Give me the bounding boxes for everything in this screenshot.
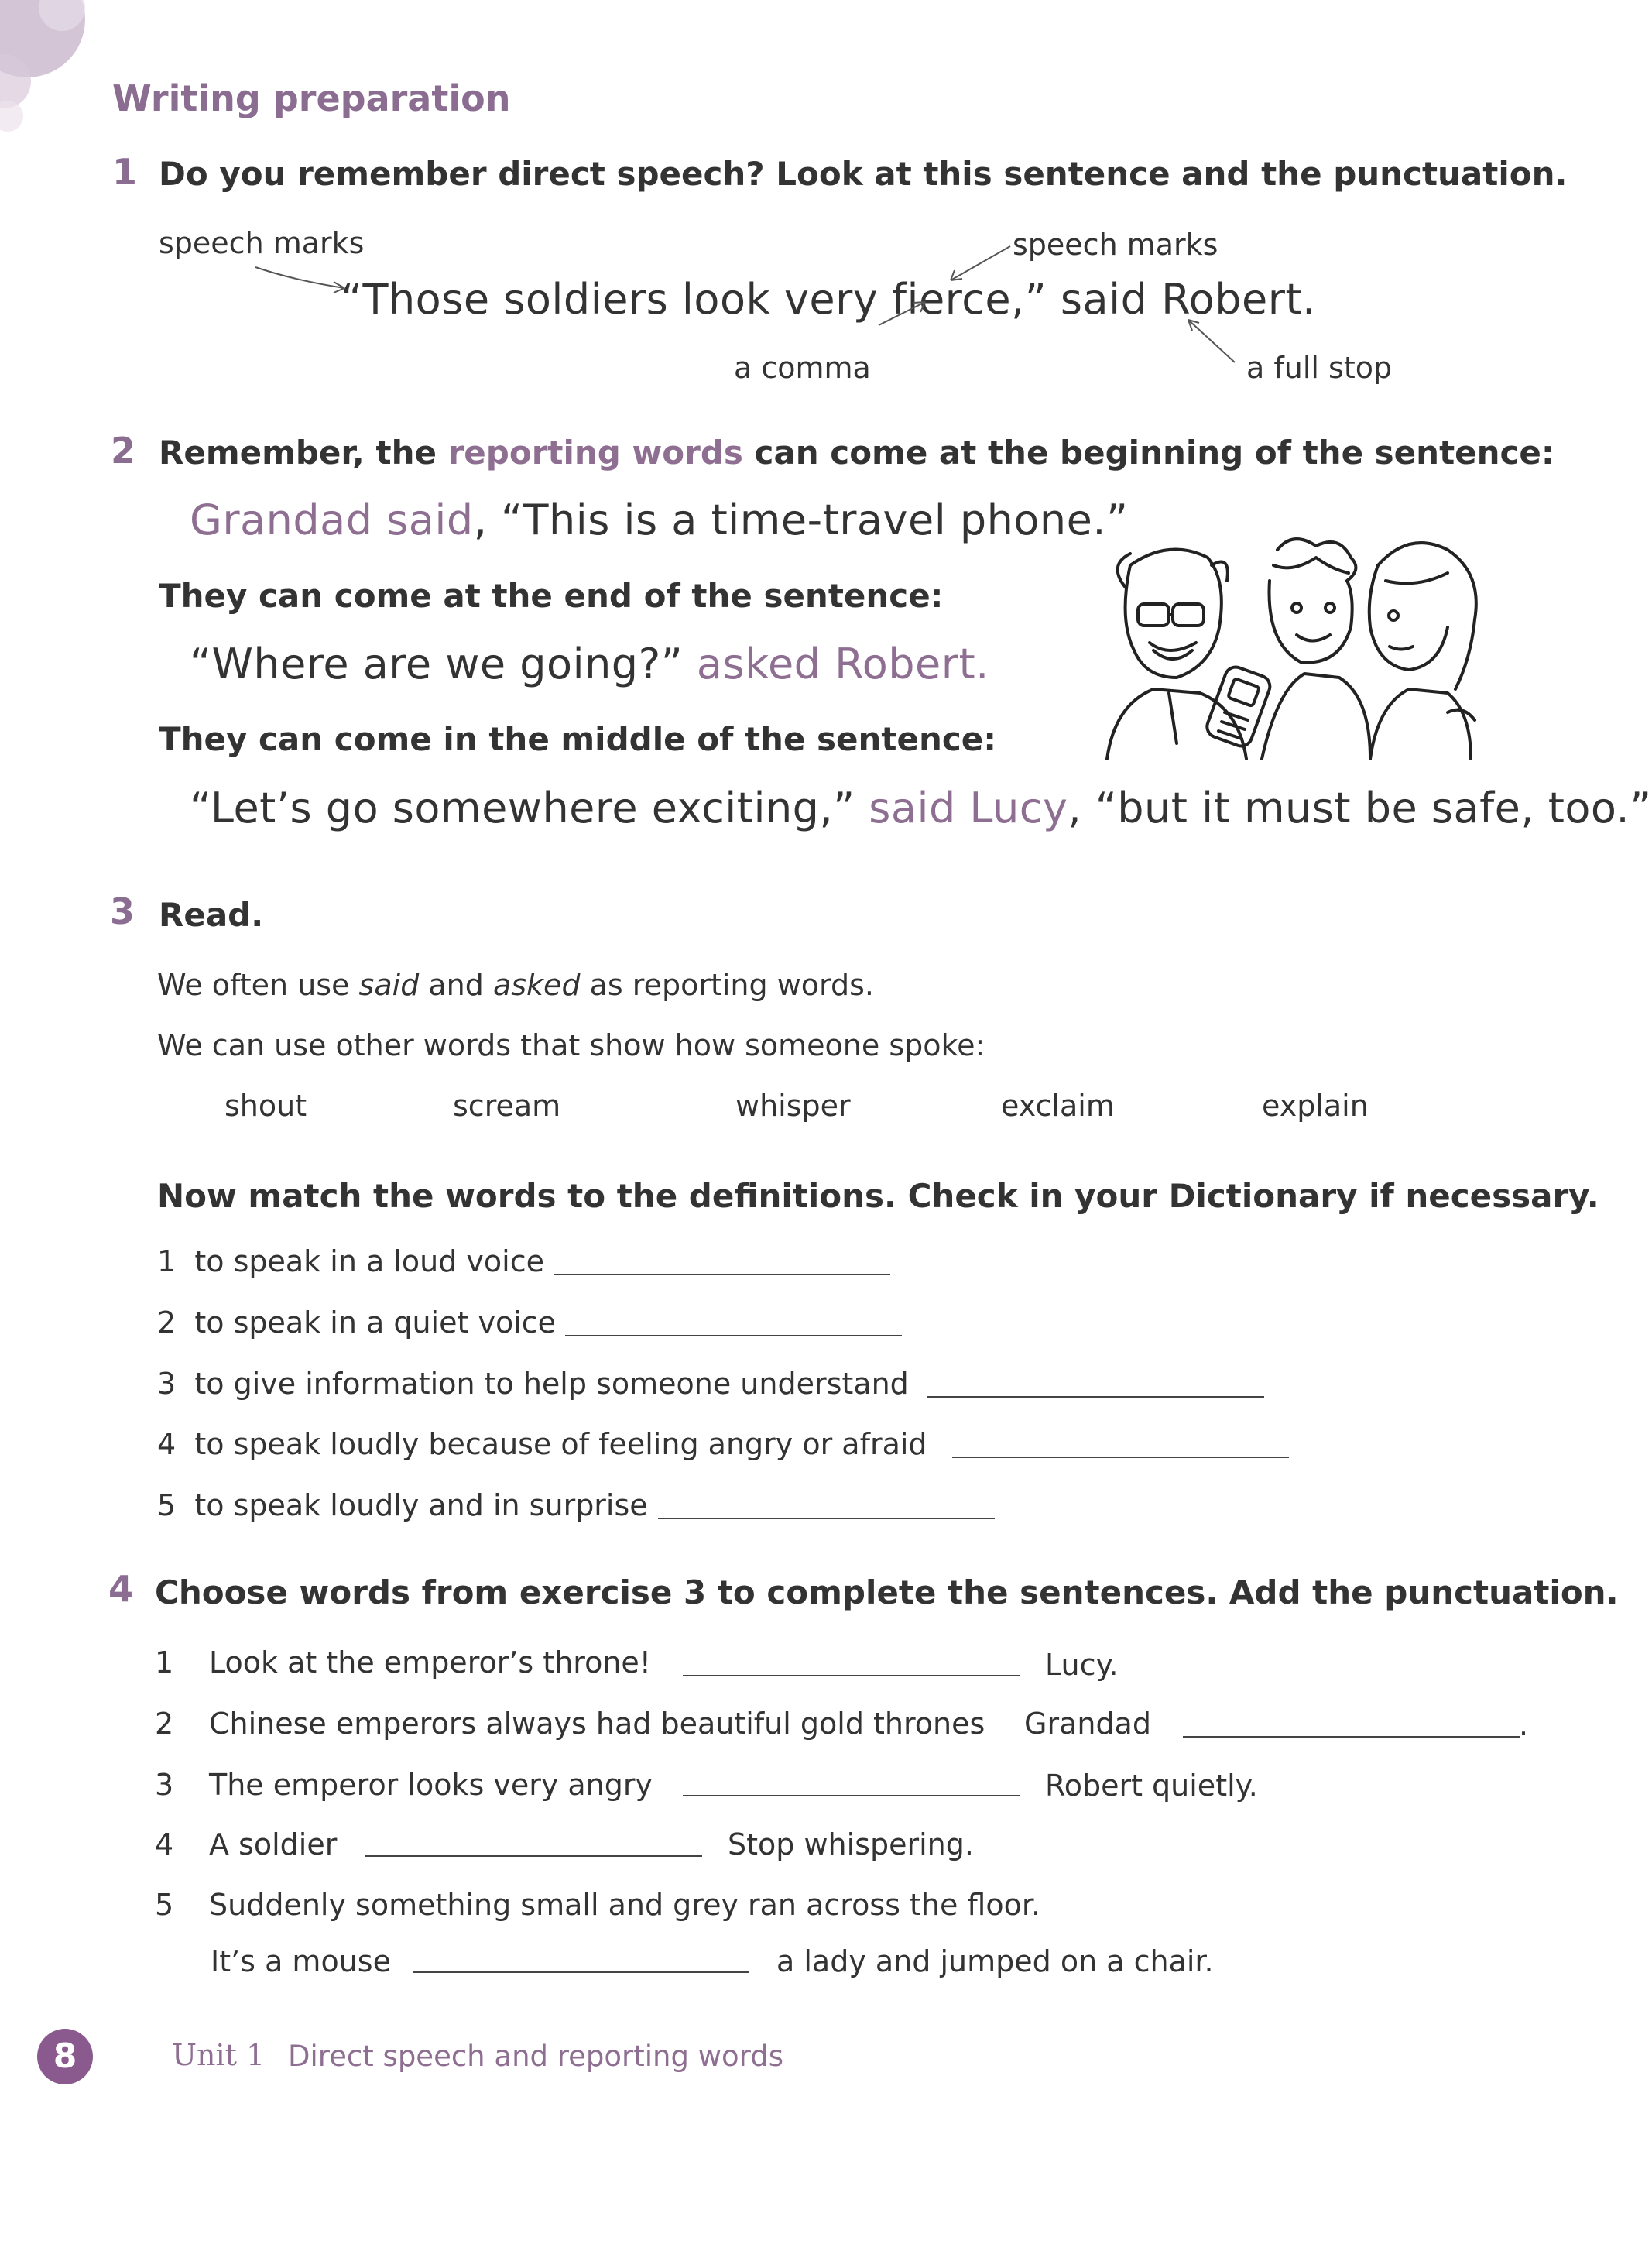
ex4-item-3-number: 3: [155, 1768, 174, 1802]
label-speech-marks-right: speech marks: [1013, 228, 1218, 262]
speech-text: “Let’s go somewhere exciting,”: [190, 784, 869, 832]
definition-2: [157, 1306, 556, 1340]
definition-text: to speak in a loud voice: [194, 1244, 544, 1278]
ex4-answer-line-1[interactable]: [683, 1675, 1020, 1676]
example-report: said Robert.: [1047, 275, 1316, 324]
arrow-full-stop: [1188, 320, 1235, 362]
example-beginning: [190, 496, 1129, 544]
section-title: Writing preparation: [112, 77, 511, 119]
exercise-3-text2: We can use other words that show how someone spoke:: [157, 1028, 985, 1062]
text: as reporting words.: [580, 968, 874, 1002]
reporting-clause: Grandad said: [190, 496, 474, 544]
annotation-arrows: [0, 0, 1585, 465]
exercise-3-number: 3: [110, 890, 135, 932]
ex4-item-3-after: Robert quietly.: [1045, 1769, 1258, 1803]
ex4-item-5-text-b: It’s a mouse: [211, 1944, 391, 1978]
word-whisper: whisper: [735, 1089, 851, 1123]
word-said: said: [358, 968, 420, 1002]
grandad-figure: [1107, 550, 1246, 759]
ex4-item-4-text: A soldier: [209, 1827, 338, 1861]
exercise-2-instruction: [159, 434, 1554, 472]
ex4-item-2-text: Chinese emperors always had beautiful gold thrones: [209, 1707, 985, 1741]
definition-5: [157, 1488, 648, 1522]
word-shout: shout: [224, 1089, 307, 1123]
text: and: [419, 968, 493, 1002]
match-instruction: Now match the words to the definitions. Check in your Dictionary if necessary.: [157, 1177, 1599, 1215]
item-number: 1: [157, 1244, 177, 1278]
definition-text: to speak in a quiet voice: [194, 1306, 557, 1340]
ex4-item-5-text: Suddenly something small and grey ran across the floor.: [209, 1888, 1041, 1922]
ex4-answer-line-3[interactable]: [683, 1795, 1020, 1796]
label-full-stop: a full stop: [1246, 351, 1393, 385]
footer-unit-title: Direct speech and reporting words: [288, 2040, 783, 2073]
phone-figure: [1204, 664, 1273, 750]
arrow-speech-marks-left: [255, 267, 344, 288]
lucy-figure: [1369, 543, 1476, 759]
reporting-words-highlight: reporting words: [447, 434, 743, 472]
ex4-item-2-end: .: [1519, 1708, 1529, 1742]
ex4-item-5-number: 5: [155, 1888, 174, 1922]
exercise-2-number: 2: [111, 430, 136, 472]
ex4-item-4-after: Stop whispering.: [728, 1827, 974, 1861]
speech-text: , “but it must be safe, too.”: [1068, 784, 1652, 832]
definition-text: to speak loudly and in surprise: [194, 1488, 648, 1522]
ex4-item-1-number: 1: [155, 1645, 174, 1680]
answer-line-2[interactable]: [565, 1335, 902, 1336]
ex4-answer-line-4[interactable]: [365, 1855, 702, 1857]
definition-3: [157, 1367, 909, 1401]
word-explain: explain: [1262, 1089, 1369, 1123]
definition-4: [157, 1427, 927, 1461]
footer-unit: Unit 1: [172, 2038, 266, 2072]
ex4-answer-line-5[interactable]: [413, 1971, 749, 1973]
item-number: 5: [157, 1488, 177, 1522]
exercise-3-text1: [157, 968, 874, 1002]
word-scream: scream: [453, 1089, 561, 1123]
robert-figure: [1262, 539, 1370, 759]
example-speech: “Those soldiers look very fierce,”: [341, 275, 1047, 324]
ex4-answer-line-2[interactable]: [1183, 1736, 1520, 1738]
label-speech-marks-left: speech marks: [159, 226, 365, 260]
item-number: 2: [157, 1306, 177, 1340]
speech-text: , “This is a time-travel phone.”: [473, 496, 1129, 544]
answer-line-3[interactable]: [927, 1396, 1264, 1398]
arrow-speech-marks-right: [951, 246, 1010, 280]
reporting-clause: said Lucy: [869, 784, 1068, 832]
answer-line-4[interactable]: [952, 1457, 1289, 1458]
text: We often use: [157, 968, 359, 1002]
item-number: 3: [157, 1367, 177, 1401]
definition-text: to give information to help someone understand: [194, 1367, 909, 1401]
answer-line-5[interactable]: [658, 1518, 995, 1519]
exercise-4-instruction: Choose words from exercise 3 to complete the sentences. Add the punctuation.: [155, 1573, 1619, 1611]
definition-text: to speak loudly because of feeling angry or afraid: [194, 1427, 927, 1461]
exercise-4-number: 4: [108, 1568, 134, 1610]
ex4-item-5-after: a lady and jumped on a chair.: [776, 1944, 1214, 1978]
instruction-text: can come at the beginning of the sentence:: [742, 434, 1554, 472]
page-number-badge: 8: [37, 2029, 93, 2084]
characters-illustration: [1084, 534, 1486, 759]
ex4-item-1-after: Lucy.: [1045, 1648, 1119, 1682]
reporting-clause: asked Robert.: [696, 640, 989, 688]
ex4-item-3-text: The emperor looks very angry: [209, 1768, 653, 1802]
exercise-1-number: 1: [112, 151, 138, 193]
word-exclaim: exclaim: [1001, 1089, 1115, 1123]
definition-1: [157, 1244, 544, 1278]
ex4-item-2-after: Grandad: [1024, 1707, 1151, 1741]
word-asked: asked: [492, 968, 581, 1002]
end-heading: They can come at the end of the sentence:: [159, 577, 944, 615]
ex4-item-2-number: 2: [155, 1707, 174, 1741]
example-end: [190, 640, 989, 688]
ex4-item-4-number: 4: [155, 1827, 174, 1861]
answer-line-1[interactable]: [554, 1274, 890, 1275]
arrow-comma: [879, 302, 925, 325]
speech-text: “Where are we going?”: [190, 640, 697, 688]
item-number: 4: [157, 1427, 177, 1461]
instruction-text: Remember, the: [159, 434, 448, 472]
exercise-1-instruction: Do you remember direct speech? Look at this sentence and the punctuation.: [159, 155, 1568, 193]
exercise-3-heading: Read.: [159, 896, 264, 934]
middle-heading: They can come in the middle of the sentence:: [159, 720, 997, 758]
label-comma: a comma: [734, 351, 871, 385]
example-middle: [190, 784, 1652, 832]
ex4-item-1-text: Look at the emperor’s throne!: [209, 1645, 652, 1680]
